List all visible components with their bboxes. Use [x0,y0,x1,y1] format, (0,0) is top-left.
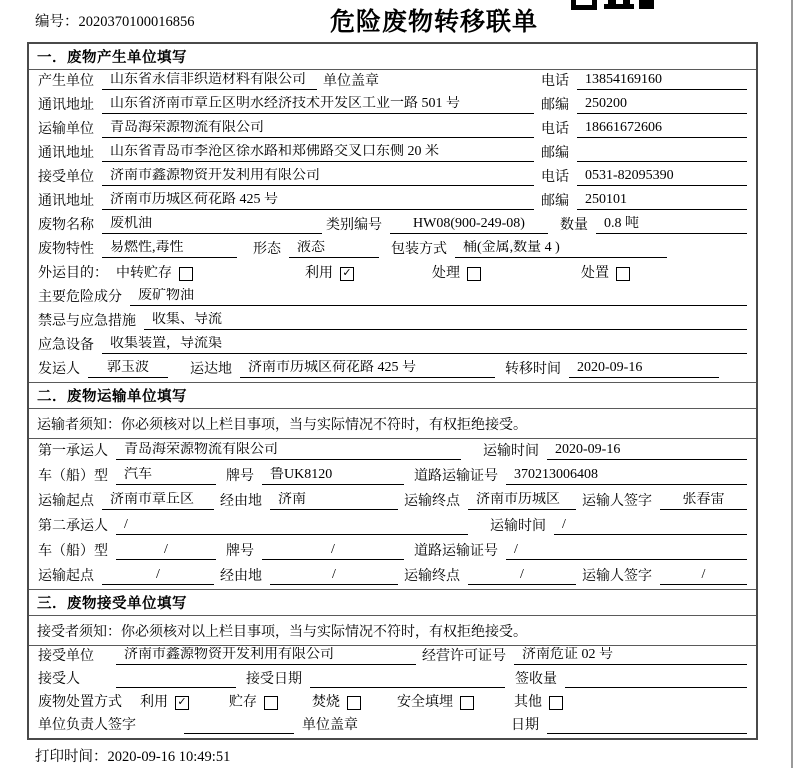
print-time-value: 2020-09-16 10:49:51 [107,749,231,765]
producer-unit-label: 产生单位 [38,74,94,89]
transfer-date-label: 转移时间 [505,362,561,377]
row-waste-name [29,214,756,238]
physical-form-value: 液态 [289,240,379,258]
qr-module-block [639,0,654,9]
route-origin-label: 运输起点 [38,494,94,509]
disposal-method-label: 废物处置方式 [38,695,122,710]
receiver-postcode-label: 邮编 [541,194,569,209]
checkbox-safe-landfill-box [460,696,474,710]
checkbox-treat-label: 处理 [432,266,460,281]
checkbox-store-label: 贮存 [229,695,257,710]
receiver-address-value: 济南市历城区荷花路 425 号 [102,192,534,210]
quantity-value: 0.8 吨 [596,216,747,234]
receive-stamp-date-label: 日期 [511,718,539,733]
row-vehicle [29,464,756,489]
emergency-equipment-label: 应急设备 [38,338,94,353]
row-consignor [29,358,756,382]
vehicle-type-label: 车（船）型 [38,469,108,484]
receive-person-label: 接受人 [38,672,80,687]
row-waste-property [29,238,756,262]
receiver-notice: 接受者须知：你必须核对以上栏目事项，当与实际情况不符时，有权拒绝接受。 [29,616,756,646]
transport-postcode-value [577,144,747,162]
waste-property-value: 易燃性,毒性 [102,240,237,258]
row-producer-address [29,94,756,118]
vehicle-type-2-label: 车（船）型 [38,544,108,559]
row-first-carrier [29,439,756,464]
plate-number-2-value: / [262,542,404,560]
checkbox-other [514,695,563,711]
producer-phone-value: 13854169160 [577,72,747,90]
plate-number-2-label: 牌号 [226,544,254,559]
checkbox-transfer-storage-label: 中转贮存 [116,266,172,281]
carrier-signature-2-label: 运输人签字 [582,569,652,584]
receiver-postcode-value: 250101 [577,192,747,210]
vehicle-type-2-value: / [116,542,216,560]
checkbox-dispose-box [616,267,630,281]
unit-seal-2-label: 单位盖章 [302,718,358,733]
receipt-quantity-value [565,670,747,688]
emergency-measures-value: 收集、导流 [144,312,747,330]
plate-number-value: 鲁UK8120 [262,467,404,485]
first-carrier-value: 青岛海荣源物流有限公司 [116,442,461,460]
transport-postcode-label: 邮编 [541,146,569,161]
form-table [27,42,758,740]
row-producer-unit [29,70,756,94]
category-code-label: 类别编号 [326,218,382,233]
checkbox-transfer-storage-box [179,267,193,281]
print-time-label: 打印时间： [35,749,108,765]
page-header [0,0,796,40]
qr-finder-block [571,0,597,10]
qr-module-block [623,0,630,4]
qr-code-fragment [571,0,659,10]
destination-label: 运达地 [190,362,232,377]
producer-postcode-value: 250200 [577,96,747,114]
carrier-signature-label: 运输人签字 [582,494,652,509]
road-permit-value: 370213006408 [506,467,747,485]
checkbox-store [229,695,278,711]
transporter-notice: 运输者须知：你必须核对以上栏目事项，当与实际情况不符时，有权拒绝接受。 [29,409,756,439]
receive-date-value [310,670,505,688]
checkbox-safe-landfill [397,695,474,711]
carrier-signature-value: 张春雷 [660,492,747,510]
packaging-value: 桶(金属,数量 4 ) [455,240,667,258]
road-permit-2-label: 道路运输证号 [414,544,498,559]
physical-form-label: 形态 [253,242,281,257]
checkbox-utilize-receiver-label: 利用 [140,695,168,710]
route-via-value: 济南 [270,492,398,510]
row-transport-address [29,142,756,166]
row-emergency-equipment [29,334,756,358]
transfer-date-value: 2020-09-16 [569,360,719,378]
hazardous-component-label: 主要危险成分 [38,290,122,305]
route-terminus-2-label: 运输终点 [404,569,460,584]
route-via-label: 经由地 [220,494,262,509]
packaging-label: 包装方式 [391,242,447,257]
route-terminus-value: 济南市历城区 [468,492,576,510]
checkbox-dispose [581,266,630,282]
consignor-value: 郭玉波 [88,360,168,378]
page-edge-line [791,0,793,768]
second-carrier-label: 第二承运人 [38,519,108,534]
producer-address-value: 山东省济南市章丘区明水经济技术开发区工业一路 501 号 [102,96,534,114]
serial-number-value: 2020370100016856 [78,14,195,30]
row-transport-unit [29,118,756,142]
qr-module-block [604,4,634,9]
quantity-label: 数量 [560,218,588,233]
serial-number-label: 编号： [35,14,79,30]
route-origin-value: 济南市章丘区 [102,492,214,510]
producer-unit-value: 山东省永信非织造材料有限公司 [102,72,317,90]
transport-phone-label: 电话 [541,122,569,137]
row-route [29,489,756,514]
receive-unit-label: 接受单位 [38,649,94,664]
checkbox-incinerate-box [347,696,361,710]
receiver-address-label: 通讯地址 [38,194,94,209]
receive-date-label: 接受日期 [246,672,302,687]
transport-unit-label: 运输单位 [38,122,94,137]
transport-time-label: 运输时间 [483,444,539,459]
emergency-measures-label: 禁忌与应急措施 [38,314,136,329]
checkbox-store-box [264,696,278,710]
waste-name-label: 废物名称 [38,218,94,233]
outbound-purpose-label: 外运目的： [38,266,108,281]
checkbox-treat [432,266,481,282]
receiver-phone-label: 电话 [541,170,569,185]
destination-value: 济南市历城区荷花路 425 号 [240,360,495,378]
waste-property-label: 废物特性 [38,242,94,257]
checkbox-treat-box [467,267,481,281]
road-permit-label: 道路运输证号 [414,469,498,484]
transport-unit-value: 青岛海荣源物流有限公司 [102,120,534,138]
producer-phone-label: 电话 [541,74,569,89]
checkbox-utilize-receiver-box: ✓ [175,696,189,710]
row-outbound-purpose [29,262,756,286]
road-permit-2-value: / [506,542,747,560]
first-carrier-label: 第一承运人 [38,444,108,459]
hazardous-component-value: 废矿物油 [130,288,747,306]
row-emergency-measures [29,310,756,334]
checkbox-incinerate [312,695,361,711]
checkbox-transfer-storage [116,266,193,282]
second-carrier-value: / [116,517,468,535]
producer-address-label: 通讯地址 [38,98,94,113]
plate-number-label: 牌号 [226,469,254,484]
serial-number [35,10,195,31]
transport-phone-value: 18661672606 [577,120,747,138]
receiver-unit-label: 接受单位 [38,170,94,185]
unit-seal-label: 单位盖章 [323,74,379,89]
route-origin-2-value: / [102,567,214,585]
route-terminus-label: 运输终点 [404,494,460,509]
vehicle-type-value: 汽车 [116,467,216,485]
checkbox-dispose-label: 处置 [581,266,609,281]
consignor-label: 发运人 [38,362,80,377]
category-code-value: HW08(900-249-08) [390,216,548,234]
transport-address-value: 山东省青岛市李沧区徐水路和郑佛路交叉口东侧 20 米 [102,144,534,162]
emergency-equipment-value: 收集装置，导流渠 [102,336,747,354]
checkbox-utilize [305,266,354,282]
waste-name-value: 废机油 [102,216,322,234]
receive-unit-value: 济南市鑫源物资开发利用有限公司 [116,647,416,665]
route-via-2-label: 经由地 [220,569,262,584]
receiver-phone-value: 0531-82095390 [577,168,747,186]
row-responsible-signature [29,715,756,738]
receive-person-value [116,670,236,688]
license-number-value: 济南危证 02 号 [514,647,747,665]
row-route-2 [29,564,756,589]
qr-module-block [608,0,616,4]
route-origin-2-label: 运输起点 [38,569,94,584]
section-title-transporter: 二．废物运输单位填写 [29,382,756,409]
checkbox-utilize-receiver [140,695,189,711]
transport-address-label: 通讯地址 [38,146,94,161]
responsible-signature-value [184,716,294,734]
page-title: 危险废物转移联单 [330,9,539,36]
row-second-carrier [29,514,756,539]
checkbox-safe-landfill-label: 安全填埋 [397,695,453,710]
row-receive-person [29,669,756,692]
checkbox-utilize-box: ✓ [340,267,354,281]
producer-postcode-label: 邮编 [541,98,569,113]
checkbox-other-box [549,696,563,710]
receiver-unit-value: 济南市鑫源物资开发利用有限公司 [102,168,534,186]
transport-time-2-value: / [554,517,747,535]
license-number-label: 经营许可证号 [422,649,506,664]
checkbox-utilize-label: 利用 [305,266,333,281]
route-terminus-2-value: / [468,567,576,585]
section-title-receiver: 三．废物接受单位填写 [29,589,756,616]
row-receive-unit [29,646,756,669]
row-receiver-address [29,190,756,214]
checkbox-incinerate-label: 焚烧 [312,695,340,710]
section-title-producer: 一．废物产生单位填写 [29,44,756,70]
row-disposal-method [29,692,756,715]
checkbox-other-label: 其他 [514,695,542,710]
carrier-signature-2-value: / [660,567,747,585]
row-receiver-unit [29,166,756,190]
transport-time-2-label: 运输时间 [490,519,546,534]
row-hazardous-component [29,286,756,310]
print-time [35,745,230,766]
receive-stamp-date-value [547,716,747,734]
transport-time-value: 2020-09-16 [547,442,747,460]
receipt-quantity-label: 签收量 [515,672,557,687]
row-vehicle-2 [29,539,756,564]
route-via-2-value: / [270,567,398,585]
responsible-signature-label: 单位负责人签字 [38,718,136,733]
